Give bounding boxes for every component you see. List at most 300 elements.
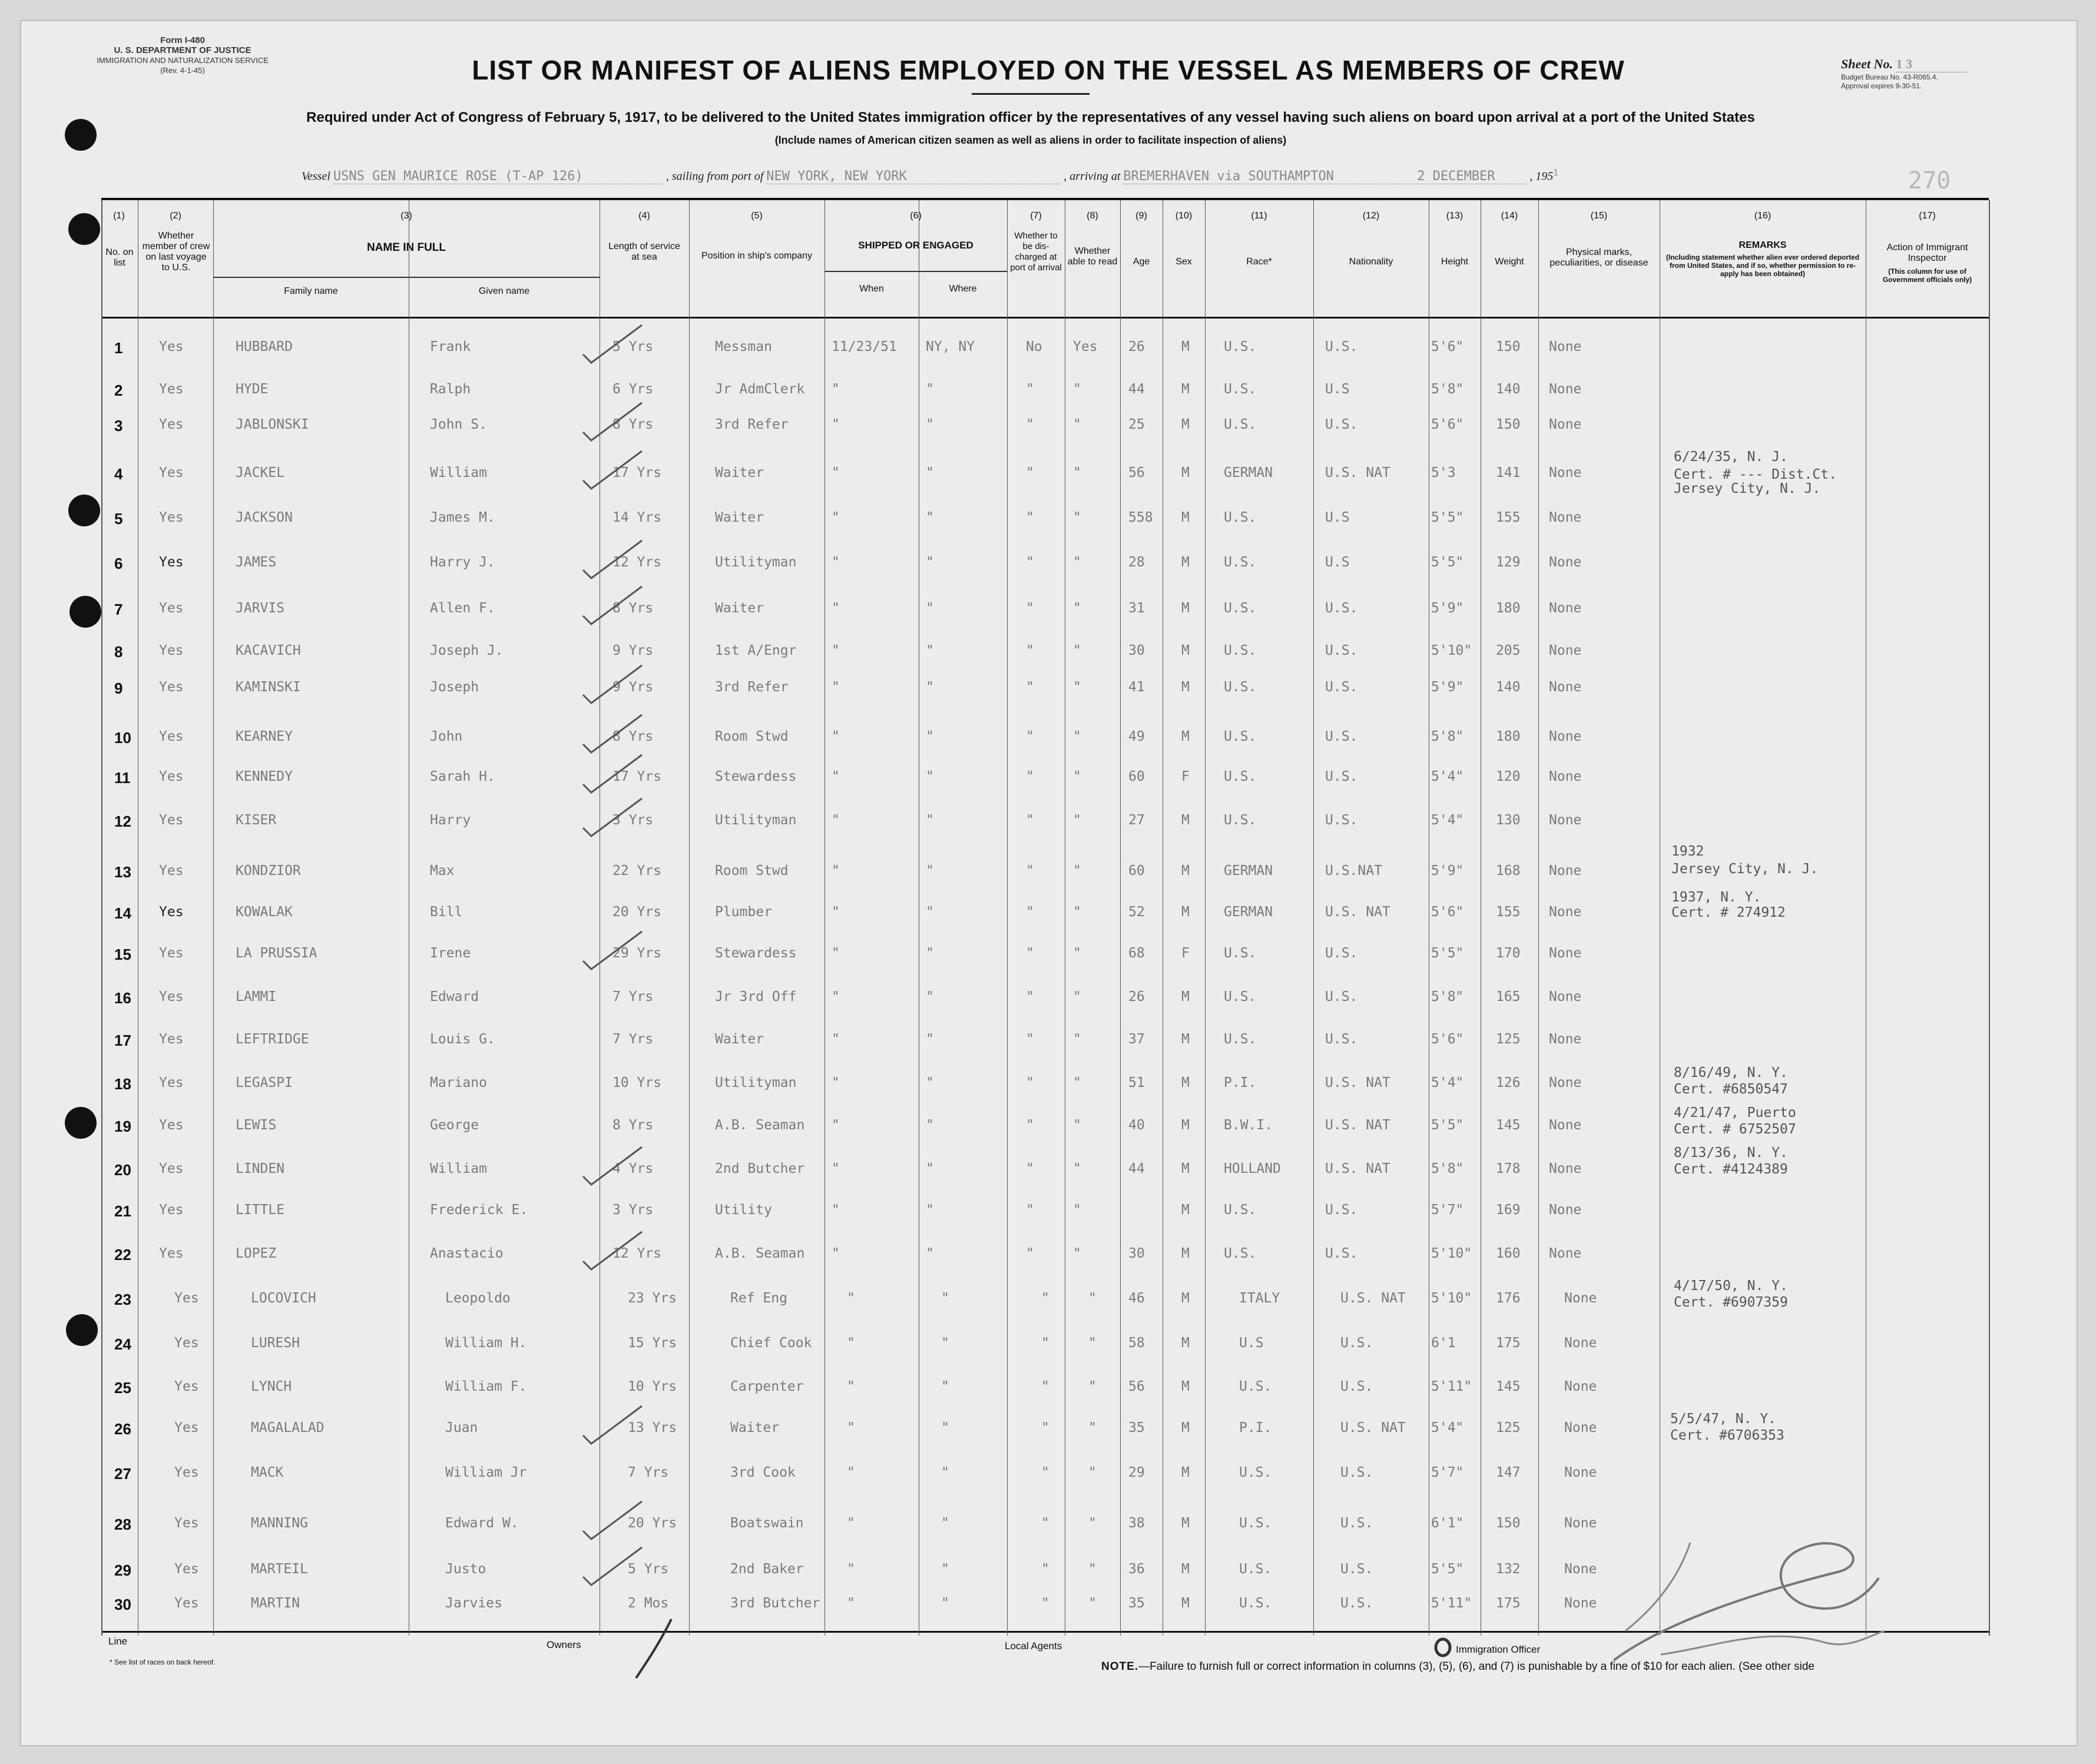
race: U.S. bbox=[1239, 1379, 1272, 1394]
weight: 145 bbox=[1496, 1118, 1521, 1133]
discharged-at-arrival: " bbox=[1026, 1075, 1034, 1090]
able-to-read: " bbox=[1073, 769, 1081, 784]
shipped-where: " bbox=[941, 1335, 949, 1351]
age: 44 bbox=[1128, 382, 1145, 397]
crew-last-voyage: Yes bbox=[159, 382, 184, 397]
able-to-read: " bbox=[1088, 1516, 1097, 1531]
crew-last-voyage: Yes bbox=[159, 510, 184, 525]
height: 5'4" bbox=[1431, 769, 1464, 784]
length-of-service: 17 Yrs bbox=[612, 769, 662, 784]
row-number: 21 bbox=[114, 1202, 131, 1220]
col-able-to-read: Whether able to read bbox=[1067, 246, 1118, 267]
height: 5'5" bbox=[1431, 1561, 1464, 1577]
length-of-service: 15 Yrs bbox=[628, 1335, 677, 1351]
page-title: LIST OR MANIFEST OF ALIENS EMPLOYED ON THE VESSEL AS MEMBERS OF CREW bbox=[472, 55, 1625, 85]
position: Jr AdmClerk bbox=[715, 382, 805, 397]
given-name: Allen F. bbox=[430, 601, 495, 616]
given-name: Max bbox=[430, 863, 455, 878]
shipped-where: " bbox=[926, 601, 934, 616]
service: IMMIGRATION AND NATURALIZATION SERVICE bbox=[97, 56, 269, 65]
given-name: Frederick E. bbox=[430, 1202, 528, 1218]
weight: 145 bbox=[1496, 1379, 1521, 1394]
shipped-when: " bbox=[847, 1420, 855, 1435]
shipped-where: " bbox=[926, 989, 934, 1004]
remark-row4-a: 6/24/35, N. J. bbox=[1674, 449, 1788, 465]
position: 3rd Cook bbox=[730, 1465, 796, 1480]
height: 5'8" bbox=[1431, 1161, 1464, 1176]
position: Stewardess bbox=[715, 769, 797, 784]
family-name: LITTLE bbox=[236, 1202, 285, 1218]
height: 5'6" bbox=[1431, 1032, 1464, 1047]
nationality: U.S. bbox=[1325, 601, 1358, 616]
physical-marks: None bbox=[1549, 465, 1582, 480]
position: Waiter bbox=[715, 465, 764, 480]
crew-last-voyage: Yes bbox=[159, 1161, 184, 1176]
race: U.S. bbox=[1224, 989, 1257, 1004]
discharged-at-arrival: " bbox=[1026, 510, 1034, 525]
length-of-service: 20 Yrs bbox=[612, 904, 662, 920]
col-inspector-note: (This column for use of Government officials only) bbox=[1882, 267, 1972, 284]
length-of-service: 29 Yrs bbox=[612, 946, 662, 961]
position: Utilityman bbox=[715, 1075, 797, 1090]
age: 49 bbox=[1128, 729, 1145, 744]
age: 35 bbox=[1128, 1596, 1145, 1611]
race: U.S. bbox=[1224, 382, 1257, 397]
weight: 170 bbox=[1496, 946, 1521, 961]
able-to-read: " bbox=[1073, 417, 1081, 432]
weight: 155 bbox=[1496, 510, 1521, 525]
col8-number: (8) bbox=[1087, 211, 1098, 221]
age: 60 bbox=[1128, 863, 1145, 878]
shipped-when: " bbox=[847, 1335, 855, 1351]
able-to-read: " bbox=[1073, 863, 1081, 878]
crew-last-voyage: Yes bbox=[174, 1465, 199, 1480]
height: 5'7" bbox=[1431, 1202, 1464, 1218]
length-of-service: 8 Yrs bbox=[612, 417, 654, 432]
table-row bbox=[0, 643, 2096, 684]
discharged-at-arrival: " bbox=[1026, 1161, 1034, 1176]
revision: (Rev. 4-1-45) bbox=[160, 66, 205, 75]
family-name: MANNING bbox=[251, 1516, 308, 1531]
crew-last-voyage: Yes bbox=[159, 339, 184, 354]
family-name: LEWIS bbox=[236, 1118, 277, 1133]
shipped-where: " bbox=[926, 555, 934, 570]
height: 5'6" bbox=[1431, 339, 1464, 354]
discharged-at-arrival: " bbox=[1041, 1596, 1049, 1611]
col-crew-last-voyage: Whether member of crew on last voyage to U.S. bbox=[142, 231, 210, 273]
given-name: John S. bbox=[430, 417, 487, 432]
physical-marks: None bbox=[1564, 1335, 1597, 1351]
row-number: 18 bbox=[114, 1075, 131, 1093]
family-name: KOWALAK bbox=[236, 904, 293, 920]
table-row bbox=[0, 946, 2096, 987]
family-name: LA PRUSSIA bbox=[236, 946, 317, 961]
nationality: U.S. bbox=[1325, 989, 1358, 1004]
shipped-subrule bbox=[825, 271, 1007, 272]
sheet-number bbox=[1841, 57, 1967, 72]
height: 5'8" bbox=[1431, 382, 1464, 397]
age: 31 bbox=[1128, 601, 1145, 616]
physical-marks: None bbox=[1549, 382, 1582, 397]
position: 2nd Baker bbox=[730, 1561, 804, 1577]
nationality: U.S. NAT bbox=[1325, 1075, 1390, 1090]
table-row bbox=[0, 555, 2096, 596]
sailing-port: NEW YORK, NEW YORK bbox=[766, 169, 1061, 184]
weight: 125 bbox=[1496, 1420, 1521, 1435]
shipped-where: " bbox=[926, 1161, 934, 1176]
remark-row4-c: Jersey City, N. J. bbox=[1674, 481, 1821, 496]
shipped-when: " bbox=[832, 1075, 840, 1090]
race: U.S. bbox=[1239, 1596, 1272, 1611]
shipped-when: " bbox=[832, 679, 840, 695]
length-of-service: 8 Yrs bbox=[612, 1118, 654, 1133]
age: 26 bbox=[1128, 339, 1145, 354]
length-of-service: 5 Yrs bbox=[628, 1561, 669, 1577]
shipped-when: " bbox=[832, 465, 840, 480]
shipped-where: " bbox=[926, 510, 934, 525]
remark-row26-a: 5/5/47, N. Y. bbox=[1670, 1411, 1777, 1427]
physical-marks: None bbox=[1549, 989, 1582, 1004]
shipped-when: " bbox=[832, 813, 840, 828]
position: Boatswain bbox=[730, 1516, 804, 1531]
age: 56 bbox=[1128, 1379, 1145, 1394]
col-height: Height bbox=[1441, 257, 1469, 267]
physical-marks: None bbox=[1564, 1291, 1597, 1306]
length-of-service: 9 Yrs bbox=[612, 679, 654, 695]
col-when: When bbox=[859, 284, 884, 294]
weight: 147 bbox=[1496, 1465, 1521, 1480]
col-remarks: REMARKS bbox=[1739, 240, 1787, 250]
given-name: William Jr bbox=[445, 1465, 527, 1480]
family-name: JACKEL bbox=[236, 465, 285, 480]
family-name: JACKSON bbox=[236, 510, 293, 525]
race: U.S. bbox=[1224, 510, 1257, 525]
position: Room Stwd bbox=[715, 863, 789, 878]
physical-marks: None bbox=[1549, 904, 1582, 920]
height: 5'9" bbox=[1431, 679, 1464, 695]
physical-marks: None bbox=[1564, 1379, 1597, 1394]
weight: 140 bbox=[1496, 679, 1521, 695]
length-of-service: 4 Yrs bbox=[612, 1161, 654, 1176]
age: 26 bbox=[1128, 989, 1145, 1004]
length-of-service: 13 Yrs bbox=[628, 1420, 677, 1435]
sex: F bbox=[1181, 769, 1190, 784]
arriving-label: , arriving at bbox=[1064, 170, 1121, 183]
given-name: Edward bbox=[430, 989, 479, 1004]
discharged-at-arrival: " bbox=[1026, 989, 1034, 1004]
col-given-name: Given name bbox=[478, 286, 530, 296]
physical-marks: None bbox=[1549, 417, 1582, 432]
shipped-when: " bbox=[847, 1561, 855, 1577]
given-name: Irene bbox=[430, 946, 471, 961]
crew-last-voyage: Yes bbox=[159, 1032, 184, 1047]
position: Waiter bbox=[715, 510, 764, 525]
weight: 140 bbox=[1496, 382, 1521, 397]
able-to-read: " bbox=[1073, 465, 1081, 480]
fine-note-text: —Failure to furnish full or correct information in columns (3), (5), (6), and (7) is punishable by a fine of $10 for each alien. (See other side bbox=[1138, 1660, 1814, 1673]
race: U.S. bbox=[1224, 769, 1257, 784]
position: Jr 3rd Off bbox=[715, 989, 797, 1004]
row-number: 19 bbox=[114, 1118, 131, 1135]
sex: M bbox=[1181, 1516, 1190, 1531]
length-of-service: 23 Yrs bbox=[628, 1291, 677, 1306]
col13-number: (13) bbox=[1446, 211, 1463, 221]
able-to-read: " bbox=[1088, 1596, 1097, 1611]
sex: M bbox=[1181, 465, 1190, 480]
row-number: 25 bbox=[114, 1379, 131, 1397]
given-name: Ralph bbox=[430, 382, 471, 397]
length-of-service: 8 Yrs bbox=[612, 729, 654, 744]
family-name: LOPEZ bbox=[236, 1246, 277, 1261]
nationality: U.S. bbox=[1325, 417, 1358, 432]
weight: 120 bbox=[1496, 769, 1521, 784]
crew-last-voyage: Yes bbox=[159, 1118, 184, 1133]
physical-marks: None bbox=[1549, 643, 1582, 658]
sex: M bbox=[1181, 1202, 1190, 1218]
height: 5'5" bbox=[1431, 555, 1464, 570]
crew-last-voyage: Yes bbox=[159, 813, 184, 828]
family-name: MACK bbox=[251, 1465, 284, 1480]
col9-number: (9) bbox=[1135, 211, 1147, 221]
department: U. S. DEPARTMENT OF JUSTICE bbox=[114, 45, 251, 55]
physical-marks: None bbox=[1549, 1202, 1582, 1218]
length-of-service: 3 Yrs bbox=[612, 813, 654, 828]
race: U.S. bbox=[1224, 417, 1257, 432]
weight: 178 bbox=[1496, 1161, 1521, 1176]
length-of-service: 8 Yrs bbox=[612, 601, 654, 616]
nationality: U.S. bbox=[1340, 1379, 1373, 1394]
sex: M bbox=[1181, 1596, 1190, 1611]
given-name: Harry J. bbox=[430, 555, 495, 570]
sex: M bbox=[1181, 1161, 1190, 1176]
weight: 175 bbox=[1496, 1596, 1521, 1611]
discharged-at-arrival: " bbox=[1041, 1420, 1049, 1435]
row-number: 5 bbox=[114, 510, 123, 528]
sailing-label: , sailing from port of bbox=[665, 170, 764, 183]
given-name: George bbox=[430, 1118, 479, 1133]
form-number: Form I-480 bbox=[160, 35, 205, 45]
nationality: U.S.NAT bbox=[1325, 863, 1382, 878]
length-of-service: 3 Yrs bbox=[612, 1202, 654, 1218]
discharged-at-arrival: " bbox=[1026, 643, 1034, 658]
age: 25 bbox=[1128, 417, 1145, 432]
able-to-read: " bbox=[1073, 1202, 1081, 1218]
crew-last-voyage: Yes bbox=[159, 555, 184, 570]
able-to-read: " bbox=[1073, 904, 1081, 920]
position: Room Stwd bbox=[715, 729, 789, 744]
position: Utility bbox=[715, 1202, 772, 1218]
races-footnote: * See list of races on back hereof. bbox=[110, 1658, 216, 1666]
table-row bbox=[0, 1335, 2096, 1377]
weight: 180 bbox=[1496, 601, 1521, 616]
remark-row13-a: 1932 bbox=[1671, 844, 1704, 859]
row-number: 20 bbox=[114, 1161, 131, 1179]
weight: 150 bbox=[1496, 339, 1521, 354]
able-to-read: Yes bbox=[1073, 339, 1098, 354]
physical-marks: None bbox=[1549, 510, 1582, 525]
sex: M bbox=[1181, 417, 1190, 432]
height: 5'6" bbox=[1431, 417, 1464, 432]
table-row bbox=[0, 769, 2096, 810]
vessel-line bbox=[302, 168, 1558, 186]
weight: 129 bbox=[1496, 555, 1521, 570]
discharged-at-arrival: " bbox=[1026, 904, 1034, 920]
crew-last-voyage: Yes bbox=[159, 989, 184, 1004]
shipped-where: " bbox=[941, 1291, 949, 1306]
age: 60 bbox=[1128, 769, 1145, 784]
shipped-when: " bbox=[832, 769, 840, 784]
nationality: U.S. NAT bbox=[1325, 1161, 1390, 1176]
sex: M bbox=[1181, 679, 1190, 695]
discharged-at-arrival: " bbox=[1026, 813, 1034, 828]
shipped-when: " bbox=[832, 510, 840, 525]
family-name: KENNEDY bbox=[236, 769, 293, 784]
discharged-at-arrival: No bbox=[1026, 339, 1042, 354]
col-discharged: Whether to be dis-charged at port of arrival bbox=[1010, 231, 1062, 273]
position: 1st A/Engr bbox=[715, 643, 797, 658]
able-to-read: " bbox=[1073, 1246, 1081, 1261]
given-name: Jarvies bbox=[445, 1596, 502, 1611]
weight: 141 bbox=[1496, 465, 1521, 480]
stamped-number: 270 bbox=[1908, 167, 1951, 194]
given-name: Sarah H. bbox=[430, 769, 495, 784]
sex: M bbox=[1181, 1420, 1190, 1435]
weight: 169 bbox=[1496, 1202, 1521, 1218]
crew-last-voyage: Yes bbox=[159, 946, 184, 961]
remark-row4-b: Cert. # --- Dist.Ct. bbox=[1674, 467, 1837, 482]
given-name: Leopoldo bbox=[445, 1291, 511, 1306]
discharged-at-arrival: " bbox=[1026, 863, 1034, 878]
header-bottom-rule bbox=[101, 317, 1989, 319]
shipped-when: " bbox=[832, 729, 840, 744]
able-to-read: " bbox=[1088, 1291, 1097, 1306]
table-row bbox=[0, 1379, 2096, 1420]
nationality: U.S. bbox=[1325, 643, 1358, 658]
row-number: 11 bbox=[114, 769, 131, 787]
able-to-read: " bbox=[1073, 555, 1081, 570]
given-name: Juan bbox=[445, 1420, 478, 1435]
age: 40 bbox=[1128, 1118, 1145, 1133]
row-number: 29 bbox=[114, 1561, 131, 1579]
given-name: William H. bbox=[445, 1335, 527, 1351]
sex: M bbox=[1181, 510, 1190, 525]
age: 38 bbox=[1128, 1516, 1145, 1531]
age: 41 bbox=[1128, 679, 1145, 695]
row-number: 16 bbox=[114, 989, 131, 1007]
col-race: Race* bbox=[1246, 257, 1272, 267]
col1-number: (1) bbox=[113, 211, 125, 221]
sex: M bbox=[1181, 989, 1190, 1004]
col-sex: Sex bbox=[1176, 257, 1192, 267]
discharged-at-arrival: " bbox=[1041, 1291, 1049, 1306]
sex: M bbox=[1181, 382, 1190, 397]
position: Ref Eng bbox=[730, 1291, 787, 1306]
row-number: 2 bbox=[114, 382, 123, 399]
sheet-number-value: 1 3 bbox=[1896, 57, 1967, 72]
physical-marks: None bbox=[1549, 813, 1582, 828]
height: 5'10" bbox=[1431, 643, 1472, 658]
crew-last-voyage: Yes bbox=[159, 417, 184, 432]
table-row bbox=[0, 510, 2096, 551]
crew-last-voyage: Yes bbox=[174, 1335, 199, 1351]
nationality: U.S. bbox=[1325, 1202, 1358, 1218]
position: Utilityman bbox=[715, 813, 797, 828]
nationality: U.S. NAT bbox=[1340, 1291, 1406, 1306]
col11-number: (11) bbox=[1251, 211, 1267, 221]
weight: 160 bbox=[1496, 1246, 1521, 1261]
shipped-when: " bbox=[832, 1161, 840, 1176]
year-suffix: 1 bbox=[1553, 168, 1558, 178]
budget-bureau bbox=[1841, 73, 1938, 91]
col2-number: (2) bbox=[170, 211, 181, 221]
crew-last-voyage: Yes bbox=[159, 465, 184, 480]
race: U.S. bbox=[1224, 555, 1257, 570]
race: U.S. bbox=[1224, 1246, 1257, 1261]
shipped-when: 11/23/51 bbox=[832, 339, 897, 354]
family-name: JAMES bbox=[236, 555, 277, 570]
physical-marks: None bbox=[1564, 1516, 1597, 1531]
row-number: 12 bbox=[114, 813, 131, 830]
weight: 176 bbox=[1496, 1291, 1521, 1306]
length-of-service: 9 Yrs bbox=[612, 643, 654, 658]
col-no-on-list: No. on list bbox=[105, 247, 134, 268]
discharged-at-arrival: " bbox=[1041, 1379, 1049, 1394]
row-number: 7 bbox=[114, 601, 123, 618]
table-row bbox=[0, 679, 2096, 721]
discharged-at-arrival: " bbox=[1026, 1118, 1034, 1133]
shipped-when: " bbox=[832, 904, 840, 920]
discharged-at-arrival: " bbox=[1026, 601, 1034, 616]
remark-row14-b: Cert. # 274912 bbox=[1671, 905, 1786, 920]
age: 28 bbox=[1128, 555, 1145, 570]
height: 5'6" bbox=[1431, 904, 1464, 920]
nationality: U.S. bbox=[1340, 1516, 1373, 1531]
length-of-service: 7 Yrs bbox=[628, 1465, 669, 1480]
given-name: Joseph bbox=[430, 679, 479, 695]
height: 5'11" bbox=[1431, 1596, 1472, 1611]
vessel-name: USNS GEN MAURICE ROSE (T-AP 126) bbox=[333, 169, 663, 184]
crew-last-voyage: Yes bbox=[159, 1202, 184, 1218]
height: 5'10" bbox=[1431, 1291, 1472, 1306]
height: 5'3 bbox=[1431, 465, 1456, 480]
discharged-at-arrival: " bbox=[1026, 1202, 1034, 1218]
race: U.S. bbox=[1224, 339, 1257, 354]
shipped-when: " bbox=[847, 1516, 855, 1531]
able-to-read: " bbox=[1073, 1032, 1081, 1047]
able-to-read: " bbox=[1088, 1335, 1097, 1351]
nationality: U.S bbox=[1325, 510, 1350, 525]
col-length-service: Length of service at sea bbox=[608, 241, 680, 262]
position: Plumber bbox=[715, 904, 772, 920]
weight: 150 bbox=[1496, 417, 1521, 432]
physical-marks: None bbox=[1549, 1032, 1582, 1047]
crew-last-voyage: Yes bbox=[174, 1379, 199, 1394]
given-name: Anastacio bbox=[430, 1246, 504, 1261]
height: 5'4" bbox=[1431, 813, 1464, 828]
length-of-service: 10 Yrs bbox=[612, 1075, 662, 1090]
crew-last-voyage: Yes bbox=[159, 863, 184, 878]
shipped-where: " bbox=[926, 769, 934, 784]
shipped-when: " bbox=[832, 382, 840, 397]
shipped-where: " bbox=[926, 1118, 934, 1133]
shipped-where: " bbox=[941, 1379, 949, 1394]
sex: M bbox=[1181, 1075, 1190, 1090]
height: 6'1 bbox=[1431, 1335, 1456, 1351]
row-number: 6 bbox=[114, 555, 123, 572]
length-of-service: 22 Yrs bbox=[612, 863, 662, 878]
nationality: U.S. bbox=[1340, 1596, 1373, 1611]
footer-line-label: Line bbox=[108, 1636, 128, 1647]
